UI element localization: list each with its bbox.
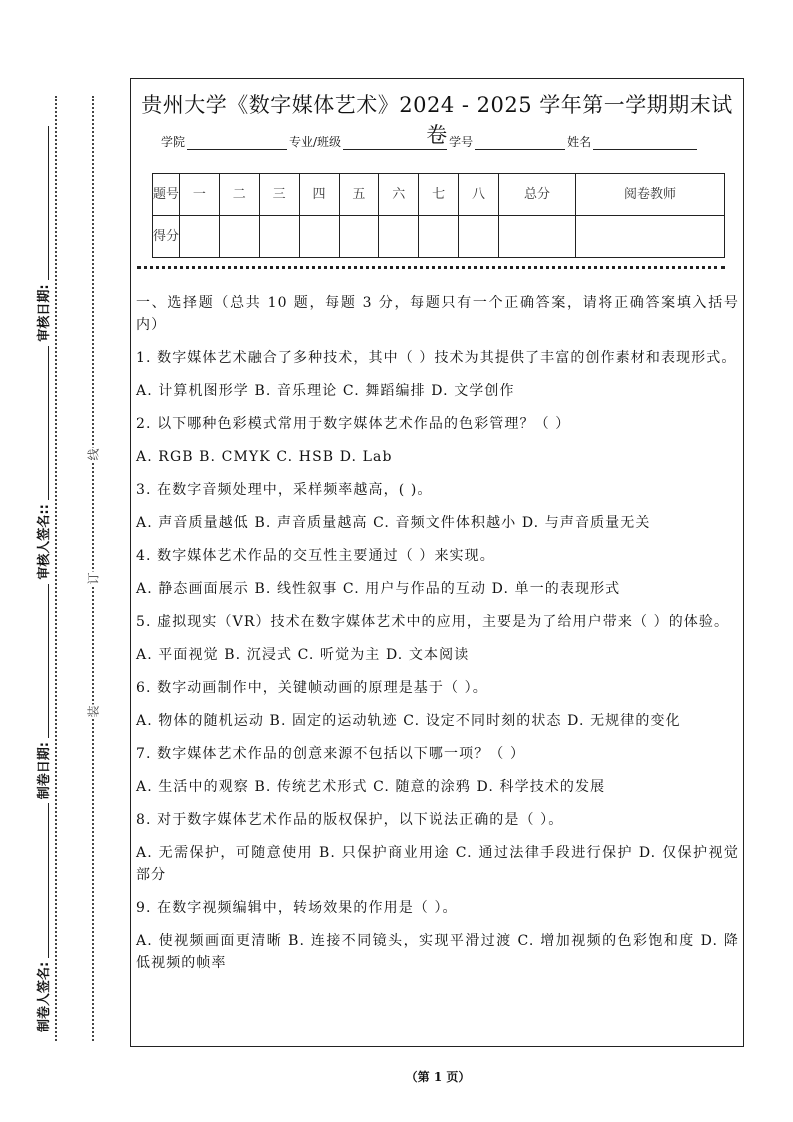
review-date-label: 审核日期: [37, 284, 52, 342]
binding-label-bind: 装 [86, 705, 101, 718]
reviewer-signature-line [48, 346, 49, 501]
question-options: A. 使视频画面更清晰 B. 连接不同镜头，实现平滑过渡 C. 增加视频的色彩饱和度 D. 降低视频的帧率 [136, 933, 739, 971]
question-number-label: 题号 [153, 174, 180, 216]
score-label: 得分 [153, 216, 180, 258]
score-cell[interactable] [339, 216, 379, 258]
major-class-field[interactable] [343, 137, 447, 150]
margin-signature-strip [28, 122, 52, 1032]
col-header: 八 [459, 174, 499, 216]
question-text: 3. 在数字音频处理中，采样频率越高，( )。 [136, 482, 433, 498]
question-options: A. 物体的随机运动 B. 固定的运动轨迹 C. 设定不同时刻的状态 D. 无规律的变化 [136, 713, 681, 729]
col-header: 四 [299, 174, 339, 216]
score-cell[interactable] [259, 216, 299, 258]
score-cell[interactable] [576, 216, 725, 258]
score-cell[interactable] [299, 216, 339, 258]
review-date-line [48, 126, 49, 281]
score-table-score-row [153, 216, 725, 258]
college-label: 学院 [161, 135, 186, 149]
page-number: （第 1 页） [405, 1070, 471, 1084]
margin-dotted-line [55, 96, 57, 1041]
question-text: 7. 数字媒体艺术作品的创意来源不包括以下哪一项？（ ） [136, 746, 526, 762]
score-cell[interactable] [180, 216, 220, 258]
exam-title: 贵州大学《数字媒体艺术》2024 - 2025 学年第一学期期末试卷 [141, 93, 733, 147]
question-options: A. 计算机图形学 B. 音乐理论 C. 舞蹈编排 D. 文学创作 [136, 383, 515, 399]
separator-dotted-line [137, 266, 725, 269]
col-header: 一 [180, 174, 220, 216]
col-header: 七 [419, 174, 459, 216]
name-field[interactable] [593, 137, 697, 150]
score-cell[interactable] [499, 216, 576, 258]
question-text: 6. 数字动画制作中，关键帧动画的原理是基于（ ）。 [136, 680, 488, 696]
score-cell[interactable] [379, 216, 419, 258]
exam-frame [130, 78, 744, 1047]
score-cell[interactable] [419, 216, 459, 258]
col-header: 六 [379, 174, 419, 216]
major-class-label: 专业/班级 [289, 135, 342, 149]
score-cell[interactable] [219, 216, 259, 258]
reviewer-signature-label: 审核人签名:: [37, 504, 52, 580]
question-text: 9. 在数字视频编辑中，转场效果的作用是（ ）。 [136, 900, 458, 916]
name-label: 姓名 [567, 135, 592, 149]
student-info-row [161, 133, 699, 150]
question-options: A. 声音质量越低 B. 声音质量越高 C. 音频文件体积越小 D. 与声音质量无关 [136, 515, 651, 531]
binding-label-line: 线 [86, 448, 101, 461]
col-header-grader: 阅卷教师 [576, 174, 725, 216]
college-field[interactable] [187, 137, 287, 150]
binding-label-staple: 订 [86, 572, 101, 585]
col-header: 五 [339, 174, 379, 216]
maker-signature-line [48, 803, 49, 958]
question-text: 5. 虚拟现实（VR）技术在数字媒体艺术中的应用，主要是为了给用户带来（ ）的体验。 [136, 614, 730, 630]
student-id-label: 学号 [449, 135, 474, 149]
question-options: A. 平面视觉 B. 沉浸式 C. 听觉为主 D. 文本阅读 [136, 647, 470, 663]
question-options: A. 生活中的观察 B. 传统艺术形式 C. 随意的涂鸦 D. 科学技术的发展 [136, 779, 606, 795]
question-text: 2. 以下哪种色彩模式常用于数字媒体艺术作品的色彩管理？（ ） [136, 416, 571, 432]
binding-dotted-line [92, 96, 94, 1041]
col-header-total: 总分 [499, 174, 576, 216]
score-table-header-row [153, 174, 725, 216]
col-header: 二 [219, 174, 259, 216]
col-header: 三 [259, 174, 299, 216]
maker-date-line [48, 584, 49, 739]
question-options: A. 无需保护，可随意使用 B. 只保护商业用途 C. 通过法律手段进行保护 D. 仅保护视觉部分 [136, 845, 739, 883]
question-options: A. RGB B. CMYK C. HSB D. Lab [136, 449, 393, 465]
maker-date-label: 制卷日期: [37, 742, 52, 800]
maker-signature-label: 制卷人签名: [37, 961, 52, 1032]
student-id-field[interactable] [475, 137, 565, 150]
question-text: 4. 数字媒体艺术作品的交互性主要通过（ ）来实现。 [136, 548, 495, 564]
question-body [136, 292, 739, 985]
question-options: A. 静态画面展示 B. 线性叙事 C. 用户与作品的互动 D. 单一的表现形式 [136, 581, 621, 597]
section-heading: 一、选择题（总共 10 题，每题 3 分，每题只有一个正确答案，请将正确答案填入括号内） [136, 295, 739, 333]
score-cell[interactable] [459, 216, 499, 258]
question-text: 1. 数字媒体艺术融合了多种技术，其中（ ）技术为其提供了丰富的创作素材和表现形式。 [136, 350, 737, 366]
question-text: 8. 对于数字媒体艺术作品的版权保护，以下说法正确的是（ ）。 [136, 812, 564, 828]
score-table [152, 173, 725, 258]
